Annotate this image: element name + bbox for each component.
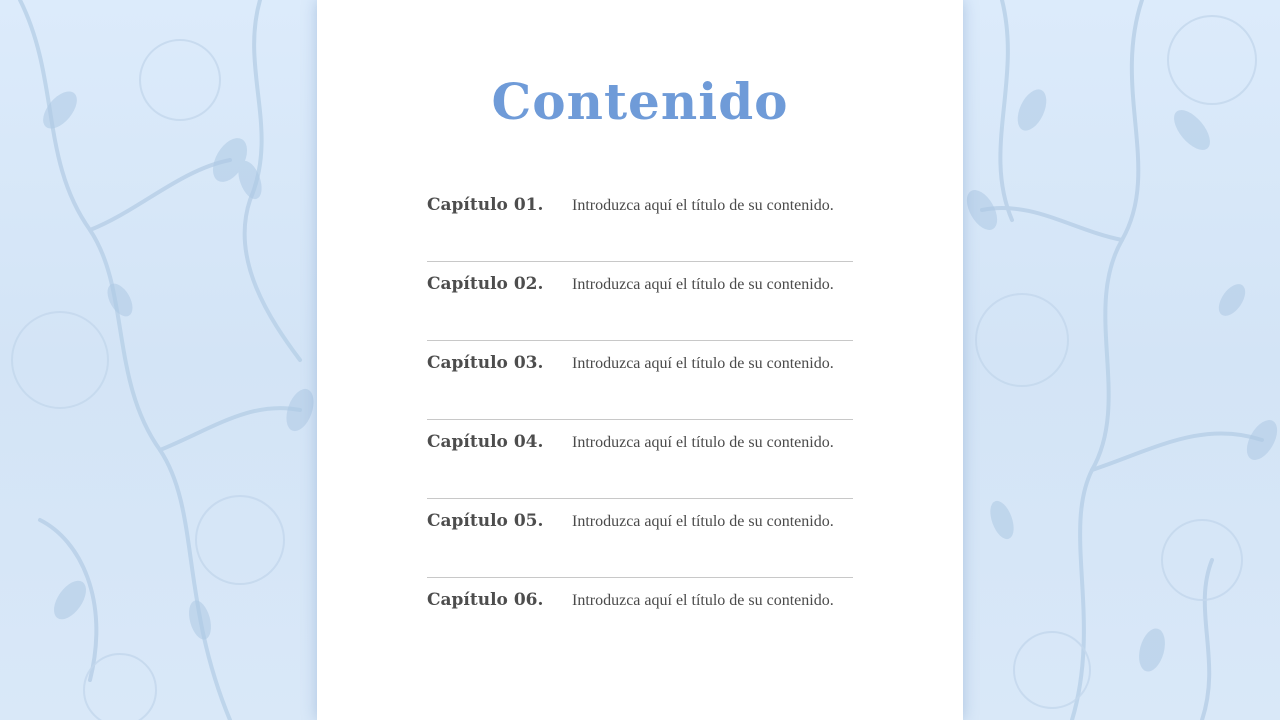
toc-entry-title: Introduzca aquí el título de su contenido.	[572, 197, 834, 214]
toc-chapter-label: Capítulo 02.	[427, 274, 544, 294]
floral-background-right	[962, 0, 1280, 720]
floral-background-left	[0, 0, 320, 720]
toc-item	[427, 420, 853, 499]
toc-chapter-label: Capítulo 03.	[427, 353, 544, 373]
floral-pattern-right	[962, 0, 1280, 720]
toc-entry-title: Introduzca aquí el título de su contenido.	[572, 513, 834, 530]
toc-entry-title: Introduzca aquí el título de su contenido.	[572, 592, 834, 609]
toc-chapter-label: Capítulo 06.	[427, 590, 544, 610]
document-page	[317, 0, 963, 720]
toc-chapter-label: Capítulo 04.	[427, 432, 544, 452]
toc-chapter-label: Capítulo 05.	[427, 511, 544, 531]
floral-pattern-left	[0, 0, 320, 720]
toc-item	[427, 262, 853, 341]
toc-item	[427, 499, 853, 578]
toc-entry-title: Introduzca aquí el título de su contenido.	[572, 434, 834, 451]
toc-item	[427, 578, 853, 657]
toc-item	[427, 183, 853, 262]
toc-chapter-label: Capítulo 01.	[427, 195, 544, 215]
toc-entry-title: Introduzca aquí el título de su contenido.	[572, 355, 834, 372]
table-of-contents	[427, 183, 853, 657]
page-title: Contenido	[491, 72, 789, 131]
toc-entry-title: Introduzca aquí el título de su contenido.	[572, 276, 834, 293]
toc-item	[427, 341, 853, 420]
